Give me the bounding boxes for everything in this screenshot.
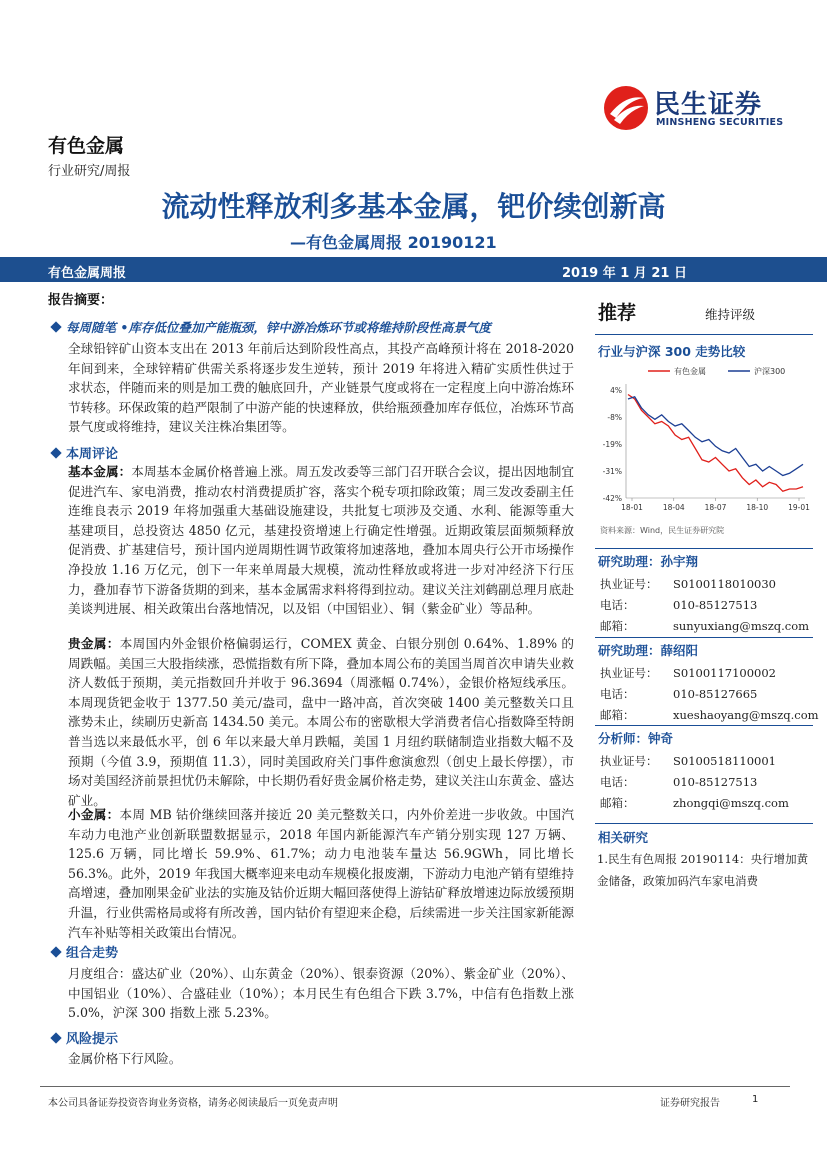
contact-value: S0100117100002: [673, 666, 776, 680]
x-tick-label: 18-04: [662, 503, 685, 512]
y-tick-label: -31%: [602, 467, 622, 476]
analyst-contact-row: [600, 707, 819, 723]
divider: [595, 637, 813, 638]
contact-value: 010-85127513: [673, 775, 758, 789]
chart-source: 资料来源：Wind，民生证券研究院: [600, 526, 725, 535]
analyst-contact-row: [600, 665, 776, 681]
section-heading-portfolio-text: 组合走势: [66, 946, 119, 961]
footer-disclaimer: 本公司具备证券投资咨询业务资格，请务必阅读最后一页免责声明: [48, 1098, 338, 1109]
section-heading-portfolio: [52, 942, 118, 961]
divider: [595, 548, 813, 549]
contact-email[interactable]: sunyuxiang@mszq.com: [673, 619, 810, 633]
page-number: 1: [752, 1094, 759, 1105]
analyst-contact-row: [600, 795, 789, 811]
contact-key: 电话：: [600, 687, 635, 701]
x-tick-label: 18-07: [704, 503, 727, 512]
contact-key: 电话：: [600, 775, 635, 789]
report-date: 2019 年 1 月 21 日: [562, 266, 687, 281]
series-line-csi300: [628, 397, 803, 476]
y-tick-label: -42%: [602, 494, 622, 503]
x-tick-label: 19-01: [788, 503, 810, 512]
bullet-diamond-icon: [50, 447, 61, 458]
report-subtitle: —有色金属周报 20190121: [290, 233, 497, 252]
section-heading-review-text: 本周评论: [66, 447, 119, 462]
analyst-contact-row: [600, 774, 757, 790]
section-heading-risk: [52, 1028, 118, 1047]
section-heading-risk-text: 风险提示: [66, 1032, 119, 1047]
bullet-diamond-icon: [50, 321, 61, 332]
logo-mark-icon: [602, 84, 650, 132]
logo-text-en: MINSHENG SECURITIES: [656, 117, 784, 128]
analyst-contact-row: [600, 597, 757, 613]
divider: [595, 823, 813, 824]
precious-metals-label: 贵金属：: [68, 636, 120, 651]
analyst-role: 研究助理：孙宇翔: [598, 554, 699, 569]
contact-key: 电话：: [600, 598, 635, 612]
analyst-contact-row: [600, 686, 757, 702]
analyst-role: 研究助理：薛绍阳: [598, 643, 699, 658]
logo-text-cn: 民生证券: [654, 90, 763, 120]
contact-key: 邮箱：: [600, 796, 635, 810]
contact-key: 执业证号：: [600, 666, 658, 680]
report-type: 行业研究/周报: [48, 164, 131, 179]
precious-metals-text: 本周国内外金银价格偏弱运行，COMEX 黄金、白银分别创 0.64%、1.89% 的周跌幅。美国三大股指续涨，恐慌指数有所下降，叠加本周公布的美国当周首次申请失业救济人数低于预期，美元指数回升并收于 96.3694（周涨幅 0.74%），金银价格短线承压。本周现货钯金收于 1377.50 美元/盎司，盘中一路冲高，首次突破 1400 美元整数关口且涨势未止，续刷历史新高 1434.50 美元。本周公布的密歇根大学消费者信心指数降至特朗普当选以来最低水平，创 6 年以来最大单月跌幅，美国 1 月纽约联储制造业指数大幅不及预期（今值 3.9，预期值 11.3），同时美国政府关门事件愈演愈烈（创史上最长停摆），市场对美国经济前景担忧仍未解除，中长期仍看好贵金属价格走势，建议关注山东黄金、盛达矿业。: [68, 636, 575, 808]
rating-label: 推荐: [598, 302, 637, 324]
analyst-contact-row: [600, 618, 809, 634]
review-precious-metals: [68, 634, 574, 810]
minor-metals-label: 小金属：: [68, 807, 120, 822]
y-tick-label: -19%: [602, 440, 622, 449]
report-title: 流动性释放利多基本金属，钯价续创新高: [161, 190, 666, 223]
company-logo: [602, 84, 792, 134]
contact-key: 执业证号：: [600, 754, 658, 768]
contact-email[interactable]: zhongqi@mszq.com: [673, 796, 789, 810]
minor-metals-text: 本周 MB 钴价继续回落并接近 20 美元整数关口，内外价差进一步收敛。中国汽车动力电池产业创新联盟数据显示，2018 年国内新能源汽车产销分别实现 127 万辆、125.6 万辆，同比增长 59.9%、61.7%；动力电池装车量达 56.9GWh，同比增长 56.3%。此外，2019 年我国大概率迎来电动车规模化报废潮，下游动力电池产销有望维持高增速，叠加刚果金矿业法的实施及钴价近期大幅回落使得上游钴矿释放增速边际放缓预期升温，行业供需格局或将有所改善，国内钴价有望迎来企稳，后续需进一步关注国家新能源汽车补贴等相关政策出台情况。: [68, 807, 574, 940]
contact-key: 执业证号：: [600, 577, 658, 591]
contact-email[interactable]: xueshaoyang@mszq.com: [673, 708, 819, 722]
y-tick-label: -8%: [607, 413, 622, 422]
abstract-label: 报告摘要：: [48, 293, 114, 308]
review-minor-metals: [68, 805, 574, 942]
related-item[interactable]: 1.民生有色周报 20190114：央行增加黄金储备，政策加码汽车家电消费: [597, 852, 809, 888]
contact-value: S0100118010030: [673, 577, 776, 591]
divider: [595, 334, 813, 335]
analyst-contact-row: [600, 576, 776, 592]
y-tick-label: 4%: [610, 386, 622, 395]
analyst-role: 分析师：钟奇: [598, 731, 674, 746]
bullet-diamond-icon: [50, 1032, 61, 1043]
base-metals-text: 本周基本金属价格普遍上涨。周五发改委等三部门召开联合会议，提出因地制宜促进汽车、家电消费，推动农村消费提质扩容，落实个税专项扣除政策；周三发改委副主任连维良表示 2019 年将加强重大基础设施建设，共批复七项涉及交通、水利、能源等重大基建项目，总投资达 4850 亿元，基建投资增速上行确定性增强。近期政策层面频频释放促消费、扩基建信号，预计国内逆周期性调节政策将加速落地，叠加本周央行公开市场操作净投放 1.16 万亿元，创下一年来单周最大规模，流动性释放或将进一步对冲经济下行压力，叠加春节下游备货期的到来，基本金属需求料将得到拉动。建议关注刘鹤副总理月底赴美谈判进展、相关政策出台落地情况，以及铝（中国铝业）、铜（紫金矿业）等品种。: [68, 464, 575, 617]
series-line-nonferrous: [628, 395, 803, 492]
base-metals-label: 基本金属：: [68, 464, 132, 479]
contact-value: S0100518110001: [673, 754, 776, 768]
highlight-heading-text: 每周随笔 •库存低位叠加产能瓶颈，锌中游冶炼环节或将维持阶段性高景气度: [66, 320, 491, 335]
sector-title: 有色金属: [48, 135, 125, 157]
section-heading-review: [52, 443, 118, 462]
contact-value: 010-85127513: [673, 598, 758, 612]
highlight-heading: [52, 318, 491, 336]
risk-paragraph: 金属价格下行风险。: [68, 1051, 182, 1066]
band-label: 有色金属周报: [48, 266, 127, 281]
rating-note: 维持评级: [705, 307, 756, 322]
legend-label: 沪深300: [754, 367, 786, 376]
highlight-paragraph: 全球铅锌矿山资本支出在 2013 年前后达到阶段性高点，其投产高峰预计将在 2018-2020 年间到来，全球锌精矿供需关系将逐步发生逆转，预计 2019 年将进入精矿实质性供过于求状态，伴随而来的则是加工费的触底回升，产业链景气度或将在一定程度上向中游冶炼环节转移。环保政策的趋严限制了中游产能的快速释放，供给瓶颈叠加库存低位，冶炼环节高景气度或将维持，建议关注株冶集团等。: [68, 341, 574, 435]
portfolio-paragraph: 月度组合：盛达矿业（20%）、山东黄金（20%）、银泰资源（20%）、紫金矿业（20%）、中国铝业（10%）、合盛硅业（10%）；本月民生有色组合下跌 3.7%，中信有色指数上涨 5.0%，沪深 300 指数上涨 5.23%。: [68, 966, 574, 1021]
contact-key: 邮箱：: [600, 708, 635, 722]
review-base-metals: [68, 462, 574, 619]
related-heading: 相关研究: [598, 830, 649, 845]
footer-label: 证券研究报告: [660, 1098, 720, 1109]
contact-key: 邮箱：: [600, 619, 635, 633]
x-tick-label: 18-01: [621, 503, 643, 512]
contact-value: 010-85127665: [673, 687, 758, 701]
bullet-diamond-icon: [50, 946, 61, 957]
footer-divider: [40, 1086, 790, 1087]
performance-chart: [598, 362, 813, 522]
analyst-contact-row: [600, 753, 776, 769]
legend-label: 有色金属: [674, 367, 706, 376]
divider: [595, 725, 813, 726]
x-tick-label: 18-10: [746, 503, 769, 512]
chart-heading: 行业与沪深 300 走势比较: [598, 344, 746, 359]
